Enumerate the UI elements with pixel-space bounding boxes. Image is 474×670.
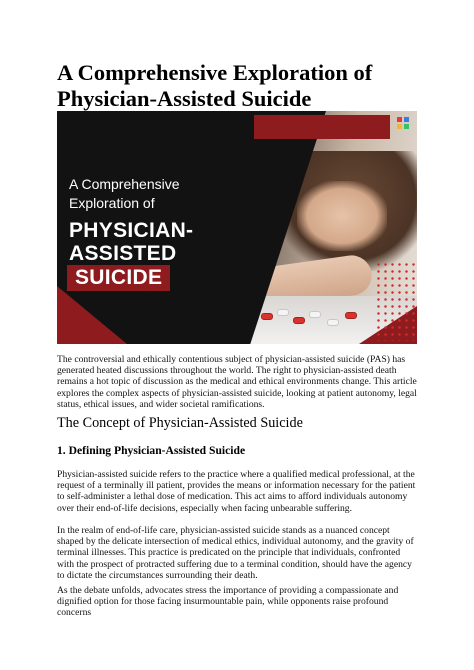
pill-icon xyxy=(293,317,305,324)
pill-icon xyxy=(345,312,357,319)
body-paragraph: In the realm of end-of-life care, physician-assisted suicide stands as a nuanced concept shaped by the delicate intersection of medical ethics, individual autonomy, and the gravity of terminal illnesses. This practice is predicated on the principle that individuals, confronted with the prospect of protracted suffering due to a terminal condition, should have the agency to dictate the circumstances surrounding their death. xyxy=(57,525,414,581)
document-title: A Comprehensive Exploration of Physician-Assisted Suicide xyxy=(57,60,373,111)
hero-photo-face xyxy=(297,181,387,251)
body-paragraph: Physician-assisted suicide refers to the practice where a qualified medical professional, at the request of a terminally ill patient, provides the means or information necessary for the patient to self-administer a lethal dose of medication. This act aims to afford individuals autonomy over their end-of-life decisions, especially when facing unbearable suffering. xyxy=(57,469,416,514)
hero-subtitle-line: Exploration of xyxy=(69,195,155,211)
subsection-heading: 1. Defining Physician-Assisted Suicide xyxy=(57,444,246,457)
pill-icon xyxy=(309,311,321,318)
body-paragraph: As the debate unfolds, advocates stress the importance of providing a compassionate and dignified option for those facing insurmountable pain, while opponents raise profound concerns xyxy=(57,585,399,619)
pill-icon xyxy=(327,319,339,326)
hero-red-bar xyxy=(254,115,390,139)
hero-subtitle-line: A Comprehensive xyxy=(69,176,180,192)
hero-title-badge: SUICIDE xyxy=(67,265,170,291)
section-heading: The Concept of Physician-Assisted Suicide xyxy=(57,415,303,431)
pill-icon xyxy=(261,313,273,320)
hero-title-line: ASSISTED xyxy=(69,242,177,265)
brand-logo-icon xyxy=(397,117,409,129)
intro-paragraph: The controversial and ethically contentious subject of physician-assisted suicide (PAS) has generated heated discussions throughout the world. The right to physician-assisted death remains a hot topic of discussion as the medical and ethical environments change. This article explores the complex aspects of physician-assisted suicide, looking at patient autonomy, legal status, ethical issues, and wider societal ramifications. xyxy=(57,354,417,410)
hero-red-triangle xyxy=(57,286,127,344)
hero-title-line: PHYSICIAN- xyxy=(69,219,194,242)
hero-dot-pattern xyxy=(375,261,415,341)
pill-icon xyxy=(277,309,289,316)
hero-banner-image xyxy=(57,111,417,344)
